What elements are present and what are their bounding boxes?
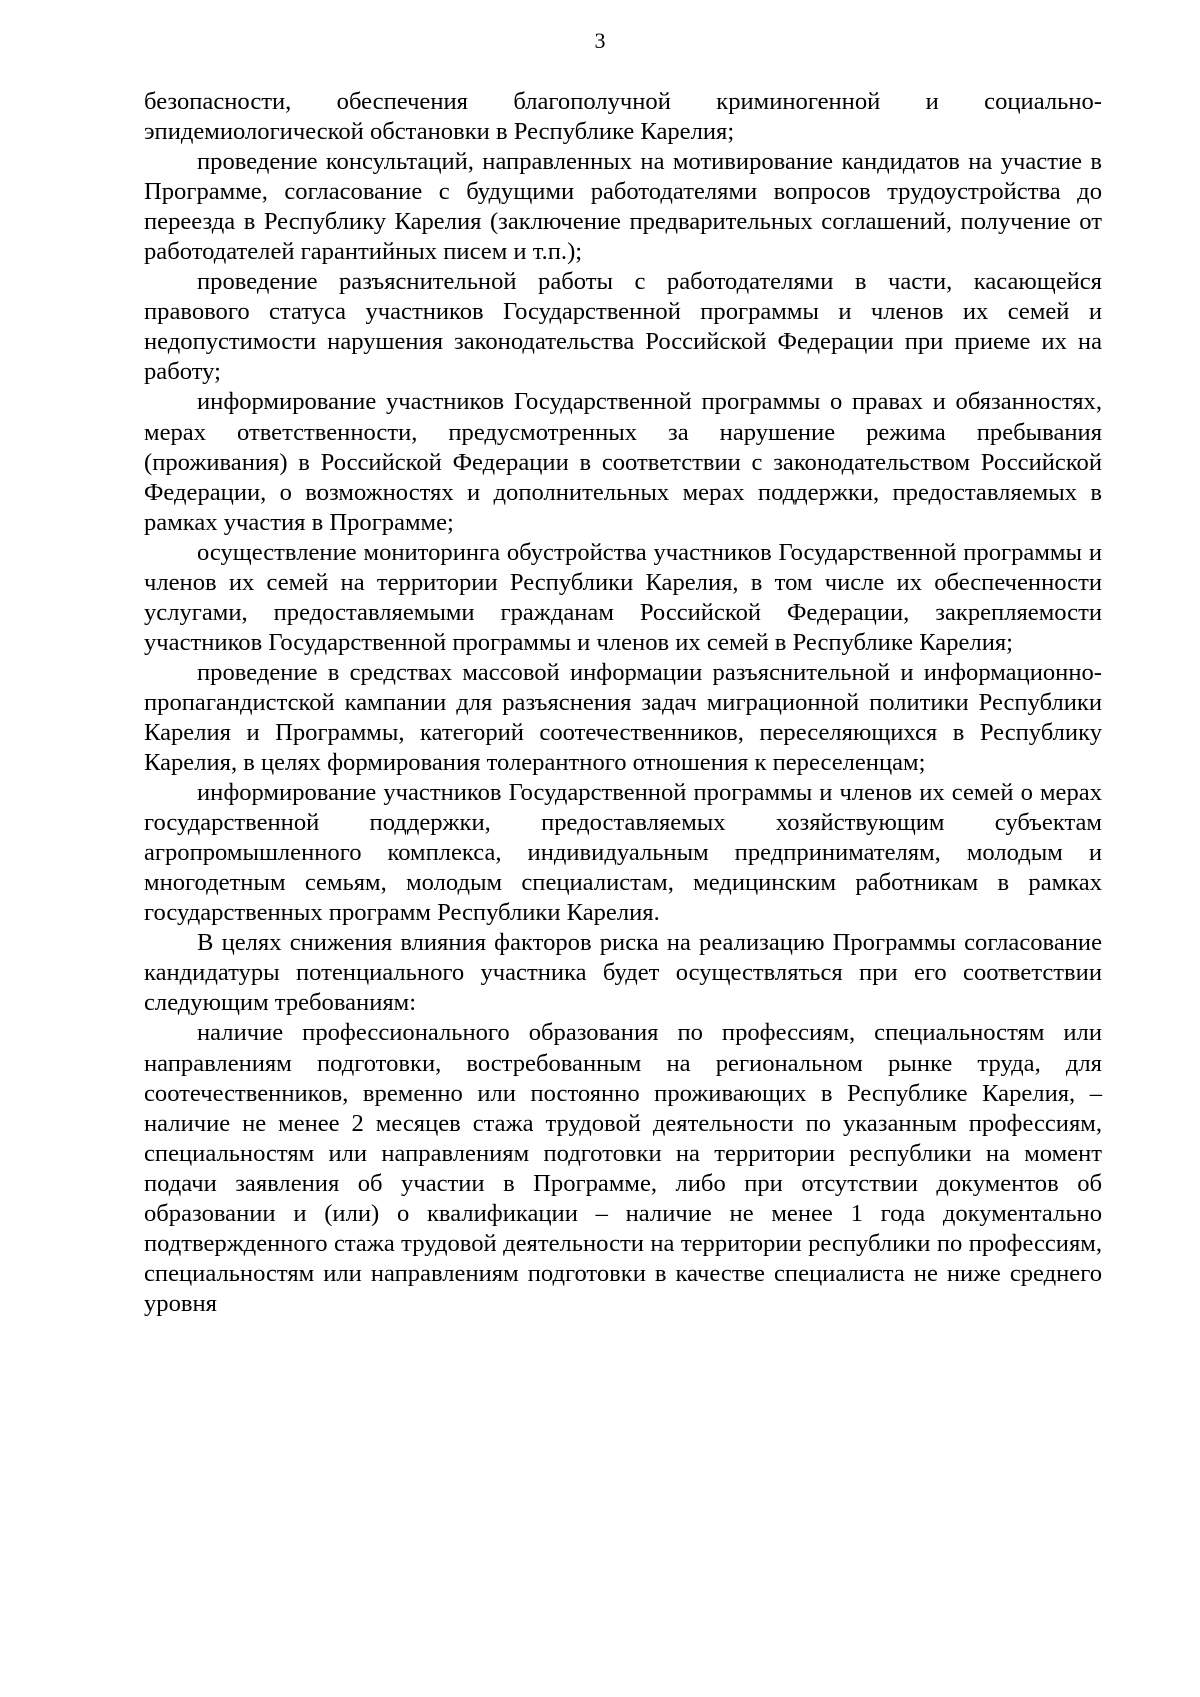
paragraph: В целях снижения влияния факторов риска на реализацию Программы согласование кандидатуры потенциального участника будет осуществляться при его соответствии следующим требованиям: — [144, 929, 1102, 1017]
paragraph: информирование участников Государственной программы и членов их семей о мерах государственной поддержки, предоставляемых хозяйствующим субъектам агропромышленного комплекса, индивидуальным предпринимателям, молодым и многодетным семьям, молодым специалистам, медицинским работникам в рамках государственных программ Республики Карелия. — [144, 779, 1102, 927]
paragraph-continuation: безопасности, обеспечения благополучной криминогенной и социально-эпидемиологической обстановки в Республике Карелия; — [144, 88, 1102, 146]
paragraph: проведение разъяснительной работы с работодателями в части, касающейся правового статуса участников Государственной программы и членов их семей и недопустимости нарушения законодательства Российской Федерации при приеме их на работу; — [144, 268, 1102, 386]
paragraph: проведение в средствах массовой информации разъяснительной и информационно-пропагандистской кампании для разъяснения задач миграционной политики Республики Карелия и Программы, категорий соотечественников, переселяющихся в Республику Карелия, в целях формирования толерантного отношения к переселенцам; — [144, 658, 1102, 777]
paragraph: наличие профессионального образования по профессиям, специальностям или направлениям подготовки, востребованным на региональном рынке труда, для соотечественников, временно или постоянно проживающих в Республике Карелия, – наличие не менее 2 месяцев стажа трудовой деятельности по указанным профессиям, специальностям или направлениям подготовки на территории республики на момент подачи заявления об участии в Программе, либо при отсутствии документов об образовании и (или) о квалификации – наличие не менее 1 года документально подтвержденного стажа трудовой деятельности на территории республики по профессиям, специальностям или направлениям подготовки в качестве специалиста не ниже среднего уровня — [144, 1019, 1102, 1317]
paragraph: проведение консультаций, направленных на мотивирование кандидатов на участие в Программе, согласование с будущими работодателями вопросов трудоустройства до переезда в Республику Карелия (заключение предварительных соглашений, получение от работодателей гарантийных писем и т.п.); — [144, 148, 1102, 266]
document-body — [144, 87, 1102, 1319]
paragraph: осуществление мониторинга обустройства участников Государственной программы и членов их семей на территории Республики Карелия, в том числе их обеспеченности услугами, предоставляемыми гражданам Российской Федерации, закрепляемости участников Государственной программы и членов их семей в Республике Карелия; — [144, 538, 1102, 656]
page-number: 3 — [594, 28, 606, 53]
paragraph: информирование участников Государственной программы о правах и обязанностях, мерах ответственности, предусмотренных за нарушение режима пребывания (проживания) в Российской Федерации в соответствии с законодательством Российской Федерации, о возможностях и дополнительных мерах поддержки, предоставляемых в рамках участия в Программе; — [144, 388, 1102, 536]
